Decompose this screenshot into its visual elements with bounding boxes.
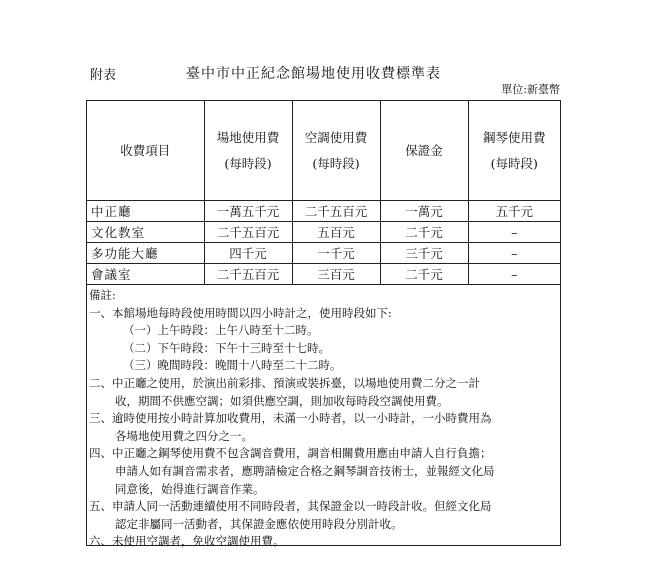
currency-unit: 單位:新臺幣 — [501, 83, 560, 96]
note-marker: 二、 — [89, 375, 112, 390]
row-piano-fee: – — [468, 243, 560, 264]
row-venue-fee: 一萬五千元 — [204, 201, 292, 222]
row-item: 會議室 — [87, 264, 204, 285]
table-header-row — [87, 101, 560, 201]
note-subitem: （二）下午時段：下午十三時至十七時。 — [123, 340, 330, 355]
row-piano-fee: – — [468, 222, 560, 243]
note-text: 申請人同一活動連續使用不同時段者，其保證金以一時段計收。但經文化局 — [112, 499, 492, 514]
note-continuation: 各場地使用費之四分之一。 — [115, 428, 253, 443]
note-continuation: 認定非屬同一活動者，其保證金應依使用時段分別計收。 — [115, 516, 403, 531]
note-item — [89, 498, 560, 516]
note-item — [89, 445, 560, 463]
note-item — [89, 305, 560, 323]
fee-sheet — [86, 100, 561, 549]
row-ac-fee: 三百元 — [292, 264, 380, 285]
header-piano-fee: 鋼琴使用費 (每時段) — [468, 101, 560, 201]
row-ac-fee: 一千元 — [292, 243, 380, 264]
row-deposit: 二千元 — [380, 222, 468, 243]
row-ac-fee: 五百元 — [292, 222, 380, 243]
page-title: 臺中市中正紀念館場地使用收費標準表 — [186, 66, 441, 82]
note-text: 中正廳之鋼琴使用費不包含調音費用，調音相關費用應由申請人自行負擔； — [112, 446, 492, 461]
row-ac-fee: 二千五百元 — [292, 201, 380, 222]
note-item — [89, 533, 560, 551]
note-continuation: 同意後，始得進行調音作業。 — [115, 481, 265, 496]
note-subitem: （三）晚間時段：晚間十八時至二十二時。 — [123, 358, 342, 373]
note-marker: 五、 — [89, 499, 112, 514]
note-continuation: 收，期間不供應空調；如須供應空調，則加收每時段空調使用費。 — [115, 393, 449, 408]
table-row — [87, 243, 560, 264]
row-item: 多功能大廳 — [87, 243, 204, 264]
note-item — [89, 410, 560, 428]
row-venue-fee: 二千五百元 — [204, 264, 292, 285]
note-item — [89, 375, 560, 393]
row-piano-fee: – — [468, 264, 560, 285]
table-row — [87, 201, 560, 222]
table-row — [87, 222, 560, 243]
row-item: 中正廳 — [87, 201, 204, 222]
row-deposit: 三千元 — [380, 243, 468, 264]
note-text: 中正廳之使用，於演出前彩排、預演或裝拆臺，以場地使用費二分之一計 — [112, 375, 480, 390]
header-deposit: 保證金 — [380, 101, 468, 201]
row-item: 文化教室 — [87, 222, 204, 243]
note-text: 逾時使用按小時計算加收費用，未滿一小時者，以一小時計，一小時費用為 — [112, 411, 492, 426]
row-deposit: 二千元 — [380, 264, 468, 285]
notes-section — [87, 285, 560, 551]
header-venue-fee: 場地使用費 (每時段) — [204, 101, 292, 201]
row-deposit: 一萬元 — [380, 201, 468, 222]
note-marker: 一、 — [89, 305, 112, 320]
row-venue-fee: 四千元 — [204, 243, 292, 264]
note-subitem: （一）上午時段：上午八時至十二時。 — [123, 323, 319, 338]
header-item: 收費項目 — [87, 101, 204, 201]
note-continuation: 申請人如有調音需求者，應聘請檢定合格之鋼琴調音技術士，並報經文化局 — [115, 463, 495, 478]
row-piano-fee: 五千元 — [468, 201, 560, 222]
header-ac-fee: 空調使用費 (每時段) — [292, 101, 380, 201]
table-row — [87, 264, 560, 285]
note-marker: 六、 — [89, 534, 112, 549]
attachment-label: 附表 — [90, 68, 117, 83]
fee-table — [87, 101, 560, 285]
note-text: 未使用空調者，免收空調使用費。 — [112, 534, 285, 549]
note-marker: 三、 — [89, 411, 112, 426]
note-text: 本館場地每時段使用時間以四小時計之，使用時段如下: — [112, 305, 392, 320]
notes-heading: 備註: — [89, 288, 116, 302]
row-venue-fee: 二千五百元 — [204, 222, 292, 243]
note-marker: 四、 — [89, 446, 112, 461]
